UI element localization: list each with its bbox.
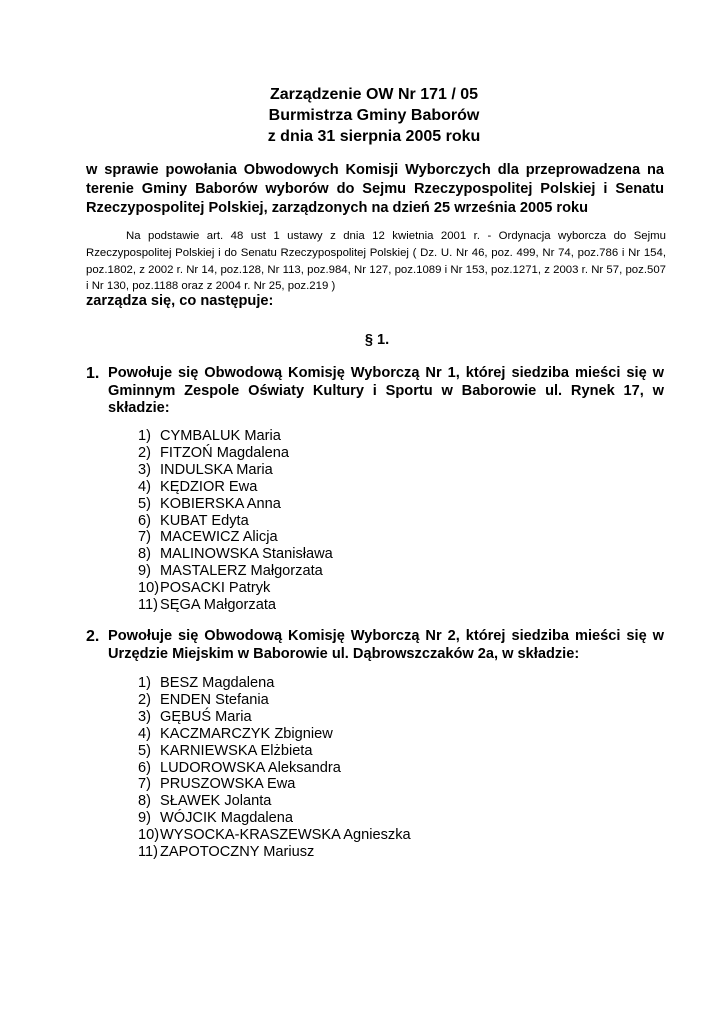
document-title [0, 84, 724, 147]
commission-number: 1. [86, 365, 100, 382]
member-list-1 [138, 428, 333, 614]
member-name: WYSOCKA-KRASZEWSKA Agnieszka [160, 827, 411, 844]
list-item [138, 597, 333, 614]
title-line-2: Burmistrza Gminy Baborów [268, 107, 480, 124]
list-item [138, 496, 333, 513]
member-name: CYMBALUK Maria [160, 428, 281, 444]
member-number: 5) [138, 495, 151, 512]
list-item [138, 726, 411, 743]
commission-text: Powołuje się Obwodową Komisję Wyborczą Nr 1, której siedziba mieści się w Gminnym Zespole Oświaty Kultury i Sportu w Baborowie ul. Rynek 17, w składzie: [108, 365, 664, 416]
list-item [138, 445, 333, 462]
member-number: 3) [138, 708, 151, 725]
commission-item-1 [86, 365, 664, 418]
member-number: 10) [138, 580, 160, 597]
member-name: KĘDZIOR Ewa [160, 478, 258, 495]
member-number: 4) [138, 478, 151, 495]
member-number: 5) [138, 742, 151, 759]
member-name: MACEWICZ Alicja [160, 529, 278, 546]
member-name: ENDEN Stefania [160, 691, 269, 708]
member-name: SŁAWEK Jolanta [160, 793, 272, 810]
member-number: 4) [138, 725, 151, 742]
member-number: 2) [138, 444, 151, 461]
list-item [138, 580, 333, 597]
member-number: 3) [138, 461, 151, 478]
list-item [138, 709, 411, 726]
list-item [138, 793, 411, 810]
list-item [138, 428, 333, 445]
list-item [138, 776, 411, 793]
list-item [138, 529, 333, 546]
member-name: KOBIERSKA Anna [160, 495, 281, 512]
member-name: PRUSZOWSKA Ewa [160, 776, 296, 793]
commission-item-2 [86, 628, 664, 663]
member-list-2 [138, 675, 411, 861]
document-subject: w sprawie powołania Obwodowych Komisji Wyborczych dla przeprowadzena na terenie Gminy Baborów wyborów do Sejmu Rzeczypospolitej Polskiej i Senatu Rzeczypospolitej Polskiej, zarządzonych na dzień 25 września 2005 roku [86, 162, 664, 216]
list-item [138, 546, 333, 563]
list-item [138, 760, 411, 777]
order-phrase: zarządza się, co następuje: [86, 293, 274, 309]
member-number: 10) [138, 827, 160, 844]
member-number: 8) [138, 546, 151, 563]
member-number: 7) [138, 776, 151, 793]
member-number: 11) [138, 597, 159, 614]
list-item [138, 462, 333, 479]
member-number: 11) [138, 844, 159, 861]
member-name: INDULSKA Maria [160, 461, 273, 478]
member-name: KUBAT Edyta [160, 512, 249, 529]
member-name: ZAPOTOCZNY Mariusz [160, 844, 315, 861]
list-item [138, 513, 333, 530]
member-number: 6) [138, 759, 151, 776]
list-item [138, 743, 411, 760]
list-item [138, 827, 411, 844]
legal-basis: Na podstawie art. 48 ust 1 ustawy z dnia 12 kwietnia 2001 r. - Ordynacja wyborcza do Sejmu Rzeczypospolitej Polskiej i do Senatu Rzeczypospolitej Polskiej ( Dz. U. Nr 46, poz. 499, Nr 74, poz.786 i Nr 154, poz.1802, z 2002 r. Nr 14, poz.128, Nr 113, poz.984, Nr 127, poz.1089 i Nr 153, poz.1271, z 2003 r. Nr 57, poz.507 i Nr 130, poz.1188 oraz z 2004 r. Nr 25, poz.219 ) [86, 230, 666, 293]
member-number: 6) [138, 512, 151, 529]
list-item [138, 563, 333, 580]
member-name: POSACKI Patryk [160, 580, 271, 597]
member-number: 2) [138, 691, 151, 708]
member-number: 1) [138, 428, 151, 444]
member-name: BESZ Magdalena [160, 675, 275, 691]
member-name: KACZMARCZYK Zbigniew [160, 725, 333, 742]
member-number: 1) [138, 675, 151, 691]
list-item [138, 479, 333, 496]
member-name: MASTALERZ Małgorzata [160, 563, 323, 580]
title-line-1: Zarządzenie OW Nr 171 / 05 [269, 86, 479, 103]
list-item [138, 844, 411, 861]
member-name: SĘGA Małgorzata [160, 597, 276, 614]
list-item [138, 692, 411, 709]
member-name: KARNIEWSKA Elżbieta [160, 742, 313, 759]
member-name: LUDOROWSKA Aleksandra [160, 759, 341, 776]
member-number: 7) [138, 529, 151, 546]
paragraph-mark: § 1. [364, 332, 390, 348]
list-item [138, 810, 411, 827]
list-item [138, 675, 411, 692]
title-line-3: z dnia 31 sierpnia 2005 roku [267, 128, 481, 145]
member-number: 8) [138, 793, 151, 810]
member-name: GĘBUŚ Maria [160, 708, 252, 725]
member-name: WÓJCIK Magdalena [160, 810, 294, 827]
member-name: FITZOŃ Magdalena [160, 444, 289, 461]
member-number: 9) [138, 563, 151, 580]
member-name: MALINOWSKA Stanisława [160, 546, 333, 563]
member-number: 9) [138, 810, 151, 827]
commission-number: 2. [86, 628, 100, 645]
commission-text: Powołuje się Obwodową Komisję Wyborczą Nr 2, której siedziba mieści się w Urzędzie Miejskim w Baborowie ul. Dąbrowszczaków 2a, w składzie: [108, 628, 664, 662]
